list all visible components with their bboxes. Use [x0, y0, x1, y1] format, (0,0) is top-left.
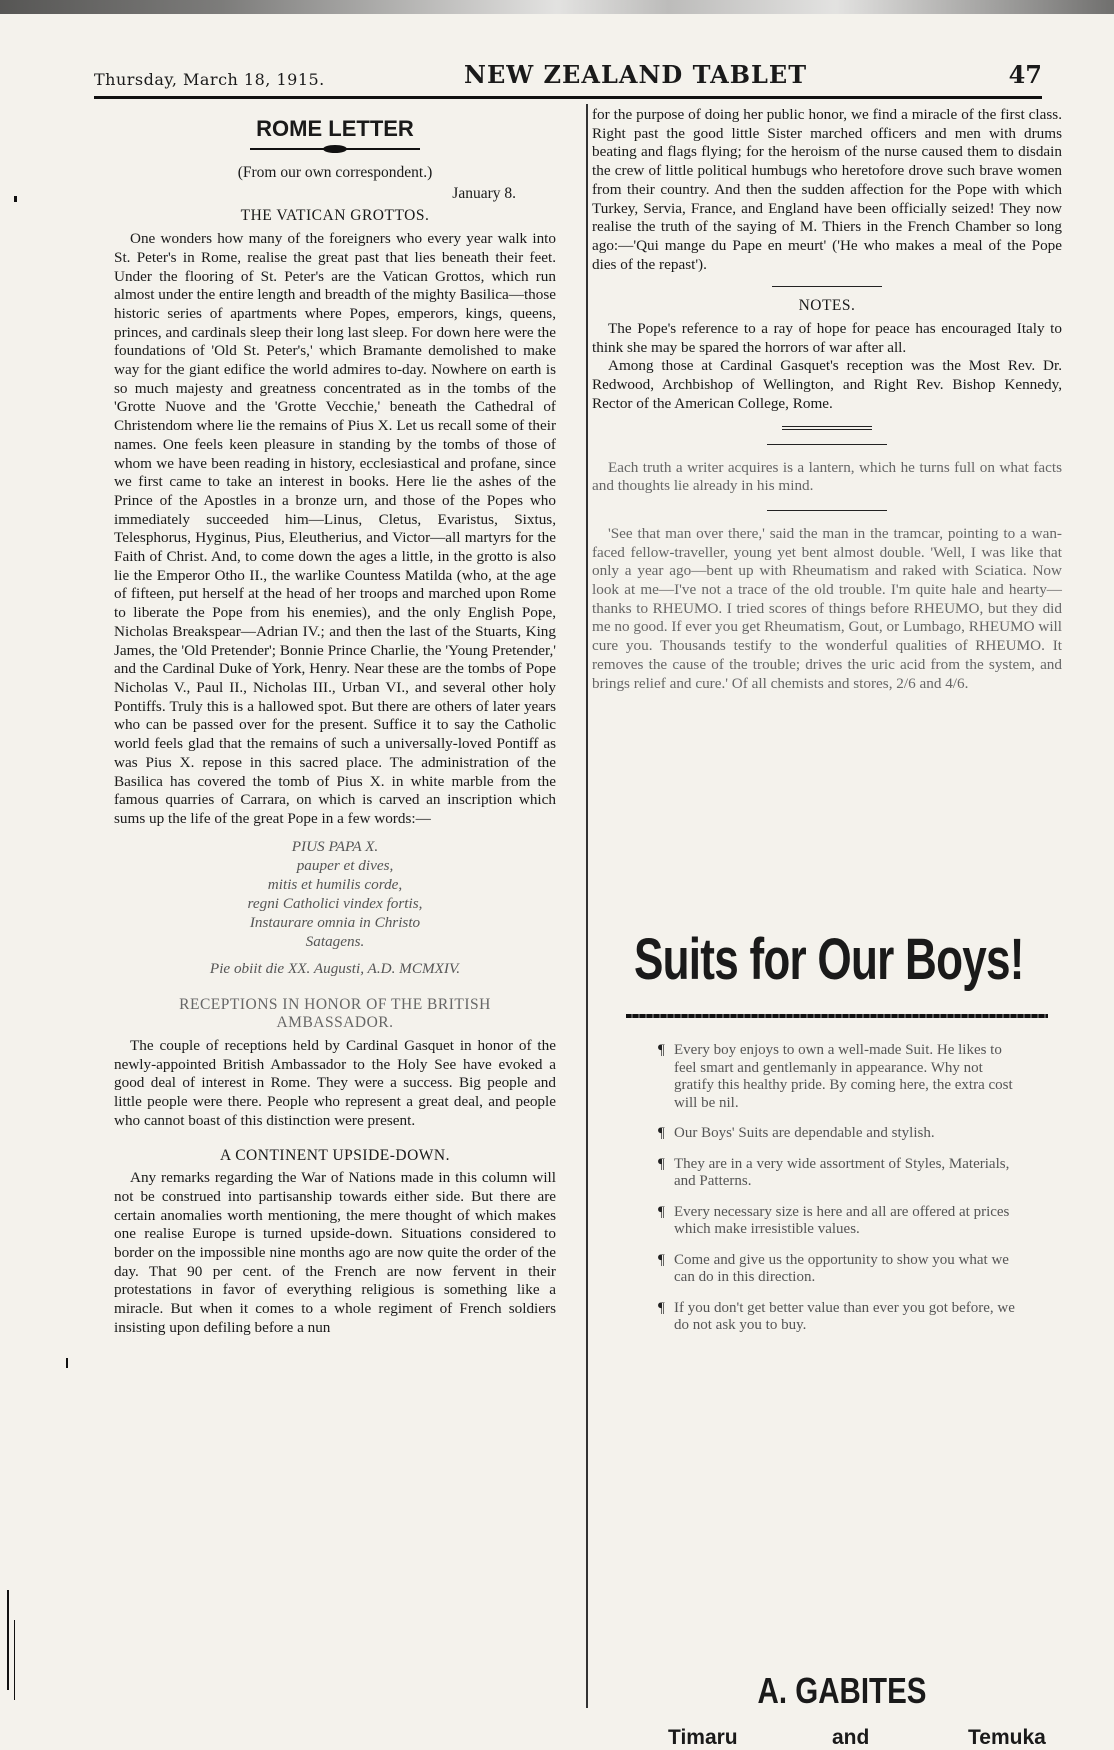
inscription-line: Satagens. [305, 932, 365, 950]
inscription-line: regni Catholici vindex fortis, [247, 894, 423, 912]
page-header [94, 56, 1042, 99]
advert-headline: Suits for Our Boys! [634, 927, 1024, 992]
separator [767, 510, 887, 511]
scan-edge-noise [0, 0, 1114, 14]
location-timaru: Timaru [668, 1726, 738, 1749]
margin-mark [14, 196, 17, 202]
margin-mark [7, 1590, 9, 1690]
separator [772, 286, 882, 287]
rheumo-advert: 'See that man over there,' said the man in the tramcar, pointing to a wan-faced fellow-traveller, young yet bent almost double. 'Well, I was like that only a year ago—bent up with Rheumatism and raked with Sciatica. Now look at me—I've not a trace of the old trouble. I'm quite hale and hearty—thanks to RHEUMO. I tried scores of things before RHEUMO, but they did me no good. If ever you get Rheumatism, Gout, or Lumbago, RHEUMO will cure you. Thousands testify to the wonderful qualities of RHEUMO. It removes the cause of the trouble; drives the uric acid from the system, and brings relief and cure.' Of all chemists and stores, 2/6 and 4/6. [592, 524, 1062, 692]
right-column [592, 106, 1062, 693]
pilcrow-icon: ¶ [658, 1155, 665, 1172]
paragraph-vatican-grottos: One wonders how many of the foreigners who every year walk into St. Peter's in Rome, realise the great past that lies beneath their feet. Under the flooring of St. Peter's are the Vatican Grottos, which run almost under the entire length and breadth of the mighty Basilica—those historic series of apartments where Popes, emperors, kings, queens, princes, and cardinals sleep their long last sleep. For down here were the foundations of 'Old St. Peter's,' which Bramante demolished to make way for the giant edifice the world admires to-day. Nowhere on earth is so much majesty and greatness concentrated as in the tombs of the 'Grotte Nuove and the 'Grotte Vecchie,' beneath the Cathedral of Christendom where lie the remains of Pius X. Let us recall some of their names. One feels keen pleasure in standing by the tombs of those of whom we have been reading in history, ecclesiastical and profane, since we first came to take an interest in books. Here lie the ashes of the Prince of the Apostles in a bronze urn, and those of the Popes who immediately succeeded him—Linus, Cletus, Evaristus, Sixtus, Telesphorus, Hyginus, Pius, Eleutherius, and Victor—all martyrs for the Faith of Christ. And, to come down the ages a little, in the grotto is also lie the Emperor Otho II., the warlike Countess Matilda (who, at the age of fifteen, put herself at the head of her troops and marched upon Rome to liberate the Pope from his enemies), and the only English Pope, Nicholas Breakspear—Adrian IV.; and then the last of the Stuarts, King James, the 'Old Pretender'; Bonnie Prince Charlie, the 'Young Pretender,' and the Cardinal Duke of York, Henry. Near these are the tombs of Pope Nicholas V., Paul II., Nicholas III., Urban VI., and several other holy Pontiffs. Truly this is a hallowed spot. But there are others of later years who can be passed over for the present. Suffice it to say the Catholic world feels glad that the remains of such a universally-loved Pontiff as was Pius X. repose in this sacred place. The administration of the Basilica has covered the tomb of Pius X. in white marble from the famous quarries of Carrara, on which is carved an inscription which sums up the life of the great Pope in a few words:— [114, 230, 557, 827]
heading-ornament [250, 144, 420, 154]
margin-mark [66, 1358, 68, 1368]
rome-letter-heading: ROME LETTER [256, 116, 414, 141]
pilcrow-icon: ¶ [658, 1042, 665, 1058]
advertiser-name: A. GABITES [757, 1670, 927, 1711]
column-rule [586, 104, 588, 1708]
suits-advertisement [632, 926, 1052, 1749]
pilcrow-icon: ¶ [658, 1251, 665, 1268]
inscription-line: PIUS PAPA X. [291, 837, 379, 855]
subheading-continent: A CONTINENT UPSIDE-DOWN. [220, 1146, 450, 1164]
advert-point: ¶ Our Boys' Suits are dependable and stylish. [658, 1125, 935, 1141]
paragraph-receptions: The couple of receptions held by Cardinal Gasquet in honor of the newly-appointed British Ambassador to the Holy See have evoked a good deal of interest in Rome. They were a success. Big people and little people were there. People who represent a great deal, and people who cannot boast of this distinction were present. [114, 1037, 556, 1129]
paragraph-continent: Any remarks regarding the War of Nations made in this column will not be construed into partisanship towards either side. But there are certain anomalies worth mentioning, the mere thought of which makes one realise Europe is turned upside-down. Situations considered to border on the impossible nine months ago are now quite the order of the day. That 90 per cent. of the French are now fervent in their protestations in favor of everything religious is something like a miracle. But when it comes to a whole regiment of French soldiers insisting upon defiling before a nun [114, 1169, 556, 1336]
inscription-line: mitis et humilis corde, [267, 875, 403, 893]
paragraph-continued: for the purpose of doing her public honor, we find a miracle of the first class. Right past the good little Sister marched officers and men with drums beating and flags flying; for the heroism of the nurse caused them to disdain the crew of little political humbugs who heretofore drove such brave women from their country. And then the sudden affection for the Pope with which Turkey, Servia, France, and England have been officially seized! They now realise the truth of the saying of M. Thiers in the French Chamber so long ago:—'Qui mange du Pape en meurt' ('He who makes a meal of the Pope dies of the repast'). [592, 106, 1062, 273]
newspaper-title: NEW ZEALAND TABLET [464, 60, 808, 89]
note-peace: The Pope's reference to a ray of hope for peace has encouraged Italy to think she may be spared the horrors of war after all. [592, 320, 1062, 356]
advert-point: ¶ If you don't get better value than ever you got before, we do not ask you to buy. [658, 1299, 1015, 1333]
page-number: 47 [1008, 60, 1042, 89]
inscription-line: Instaurare omnia in Christo [249, 913, 421, 931]
advert-point: ¶ They are in a very wide assortment of Styles, Materials, and Patterns. [658, 1155, 1010, 1189]
note-reception: Among those at Cardinal Gasquet's reception was the Most Rev. Dr. Redwood, Archbishop of Wellington, and Right Rev. Bishop Kennedy, Rector of the American College, Rome. [592, 357, 1062, 412]
byline: (From our own correspondent.) [237, 164, 433, 181]
tomb-inscription [114, 837, 556, 978]
location-and: and [832, 1726, 870, 1749]
advert-point: ¶ Every necessary size is here and all are offered at prices which make irresistible values. [658, 1203, 1010, 1237]
notes-heading: NOTES. [798, 297, 856, 315]
advert-point: ¶ Come and give us the opportunity to show you what we can do in this direction. [658, 1251, 1009, 1285]
issue-date: Thursday, March 18, 1915. [94, 70, 325, 89]
advert-rule [626, 1014, 1048, 1018]
margin-mark [14, 1620, 15, 1700]
advert-points [658, 1042, 1018, 1348]
advert-point: ¶ Every boy enjoys to own a well-made Suit. He likes to feel smart and gentlemanly in appearance. Why not gratify this healthy pride. By coming here, the extra cost will be nil. [658, 1042, 1013, 1111]
letter-date: January 8. [452, 184, 516, 202]
inscription-line: pauper et dives, [296, 856, 394, 874]
pilcrow-icon: ¶ [658, 1125, 665, 1141]
double-rule [782, 426, 872, 430]
pilcrow-icon: ¶ [658, 1203, 665, 1220]
separator [767, 444, 887, 445]
location-temuka: Temuka [968, 1726, 1046, 1749]
rome-letter-column [114, 112, 556, 1338]
inscription-line: Pie obiit die XX. Augusti, A.D. MCMXIV. [209, 959, 461, 977]
subheading-receptions: RECEPTIONS IN HONOR OF THE BRITISH AMBASSADOR. [179, 995, 491, 1032]
pilcrow-icon: ¶ [658, 1299, 665, 1316]
subheading-vatican-grottos: THE VATICAN GROTTOS. [240, 207, 430, 225]
truth-filler: Each truth a writer acquires is a lantern, which he turns full on what facts and thoughts lie already in his mind. [592, 458, 1062, 495]
